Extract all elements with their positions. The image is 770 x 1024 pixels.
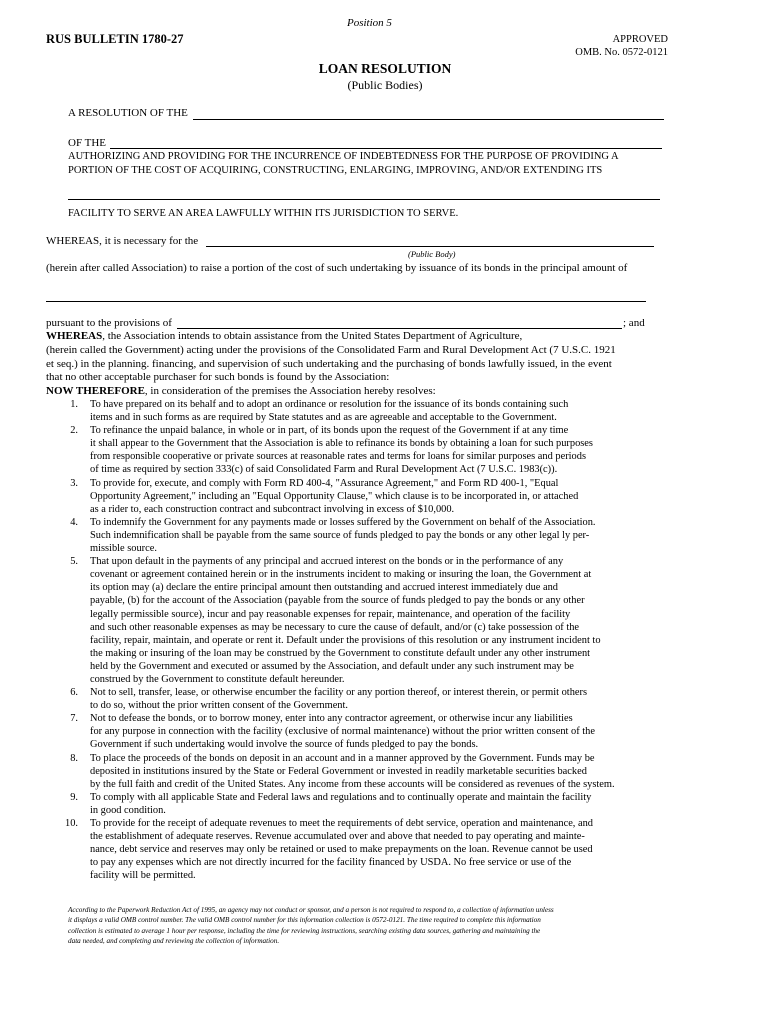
resolution-item [40, 791, 690, 817]
resolution-item [40, 516, 690, 555]
resolution-item [40, 555, 690, 686]
whereas-intro: WHEREAS, it is necessary for the [46, 235, 199, 247]
item-text-line: and such other reasonable expenses as may be necessary to cure the cause of default, and/or (c) take possession of the [90, 621, 580, 633]
item-number: 1. [70, 399, 78, 410]
item-text [90, 424, 690, 476]
item-text-line: held by the Government and executed or assumed by the Association, and default under any such instrument may be [90, 660, 574, 672]
resolution-item [40, 398, 690, 424]
item-text-line: items and in such forms as are required by State statutes and as are agreeable and acceptable to the Government. [90, 412, 557, 424]
position-label: Position 5 [347, 17, 392, 29]
whereas-assistance-line-4: that no other acceptable purchaser for such bonds is found by the Association: [46, 371, 390, 383]
resolution-of-label: A RESOLUTION OF THE [68, 107, 188, 119]
item-text-line: facility will be permitted. [90, 870, 196, 882]
item-number: 9. [70, 791, 78, 803]
item-number: 8. [70, 752, 78, 764]
resolution-item [40, 712, 690, 751]
item-number: 4. [70, 516, 78, 528]
item-number: 10. [65, 818, 78, 829]
omb-number: OMB. No. 0572-0121 [575, 47, 668, 58]
item-text-line: To provide for the receipt of adequate revenues to meet the requirements of debt service, operation and maintenance, and [90, 818, 594, 829]
paperwork-notice [68, 905, 688, 947]
item-number: 3. [70, 477, 78, 489]
paperwork-notice-line: According to the Paperwork Reduction Act of 1995, an agency may not conduct or sponsor, and a person is not required to respond to, a collection of information unless [68, 906, 554, 914]
item-text [90, 516, 690, 555]
item-text [90, 752, 690, 791]
document-subtitle: (Public Bodies) [347, 78, 423, 92]
now-therefore-bold: NOW THEREFORE [46, 385, 145, 397]
item-text [90, 686, 690, 712]
item-text-line: in good condition. [90, 804, 166, 816]
whereas-amount-text: (herein after called Association) to raise a portion of the cost of such undertaking by issuance of its bonds in the principal amount of [46, 262, 628, 274]
pursuant-label: pursuant to the provisions of [46, 317, 172, 329]
item-text-line: To place the proceeds of the bonds on deposit in an account and in a manner approved by the Government. Funds may be [90, 752, 595, 764]
item-text-line: for any purpose in connection with the facility (exclusive of normal maintenance) without the prior written consent of the [90, 726, 595, 738]
item-text-line: the making or insuring of the loan may be construed by the Government to constitute default under any other instrument [90, 647, 591, 659]
document-title: LOAN RESOLUTION [318, 61, 452, 76]
whereas-assistance-line-2: (herein called the Government) acting under the provisions of the Consolidated Farm and Rural Development Act (7 U.S.C. 1921 [46, 344, 616, 356]
item-text-line: Not to sell, transfer, lease, or otherwise encumber the facility or any portion thereof, or interest therein, or permit others [90, 687, 588, 699]
item-text [90, 817, 690, 882]
resolution-of-field[interactable] [193, 119, 664, 120]
of-the-field[interactable] [110, 148, 662, 149]
item-text-line: To provide for, execute, and comply with Form RD 400-4, "Assurance Agreement," and Form RD 400-1, "Equal [90, 477, 559, 489]
item-text-line: by the full faith and credit of the United States. Any income from these accounts will be considered as revenues of the system. [90, 778, 615, 790]
principal-amount-field[interactable] [46, 301, 646, 302]
item-text [90, 555, 690, 686]
bulletin-number: RUS BULLETIN 1780-27 [46, 32, 184, 46]
item-text-line: Such indemnification shall be payable from the same source of funds pledged to pay the bonds or any other legal ly per- [90, 529, 590, 541]
item-text-line: from responsible cooperative or private sources at reasonable rates and terms for loans for similar purposes and periods [90, 451, 586, 463]
resolution-item [40, 752, 690, 791]
item-number: 6. [70, 687, 78, 699]
of-the-label: OF THE [68, 137, 106, 149]
public-body-field[interactable] [206, 246, 654, 247]
item-text-line: legally permissible source), incur and pay reasonable expenses for repair, maintenance, and operation of the facility [90, 608, 571, 620]
item-text-line: Government if such undertaking would involve the source of funds pledged to pay the bonds. [90, 739, 479, 751]
item-number: 5. [70, 556, 78, 568]
paperwork-notice-line: collection is estimated to average 1 hour per response, including the time for reviewing instructions, searching existing data sources, gathering and maintaining the [68, 926, 541, 935]
item-text-line: To refinance the unpaid balance, in whole or in part, of its bonds upon the request of the Government if at any time [90, 425, 569, 437]
approved-label: APPROVED [612, 34, 668, 45]
item-text-line: the establishment of adequate reserves. Revenue accumulated over and above that needed to pay operating and mainte- [90, 831, 585, 843]
item-text [90, 398, 690, 424]
item-text-line: facility, repair, maintain, and operate or rent it. Default under the provisions of this resolution or any instrument incident to [90, 634, 601, 646]
authorizing-line-2: PORTION OF THE COST OF ACQUIRING, CONSTRUCTING, ENLARGING, IMPROVING, AND/OR EXTENDING ITS [68, 165, 603, 176]
whereas-assistance-line-3: et seq.) in the planning. financing, and supervision of such undertaking and the purchasing of bonds lawfully issued, in the event [46, 358, 612, 370]
item-text-line: To comply with all applicable State and Federal laws and regulations and to continually operate and maintain the facility [90, 791, 592, 803]
resolution-item [40, 477, 690, 516]
now-therefore-line: NOW THEREFORE, in consideration of the premises the Association hereby resolves: [46, 385, 436, 397]
item-text-line: To indemnify the Government for any payments made or losses suffered by the Government on behalf of the Association. [90, 516, 596, 528]
item-text-line: its option may (a) declare the entire principal amount then outstanding and accrued interest immediately due and [90, 582, 558, 594]
resolution-item [40, 817, 690, 882]
item-text-line: Opportunity Agreement," including an "Equal Opportunity Clause," which clause is to be incorporated in, or attached [90, 490, 579, 502]
item-text-line: construed by the Government to constitute default hereunder. [90, 673, 345, 685]
public-body-caption: (Public Body) [408, 249, 456, 259]
item-text-line: it shall appear to the Government that the Association is able to refinance its bonds by obtaining a loan for such purposes [90, 438, 593, 450]
item-text-line: deposited in institutions insured by the State or Federal Government or invested in readily marketable securities backed [90, 765, 587, 777]
pursuant-end: ; and [623, 317, 645, 329]
item-text-line: as a rider to, each construction contract and subcontract involving in excess of $10,000. [90, 503, 455, 515]
item-text [90, 477, 690, 516]
whereas-bold: WHEREAS [46, 330, 103, 342]
item-number: 7. [70, 713, 78, 725]
item-number: 2. [70, 425, 78, 437]
facility-line: FACILITY TO SERVE AN AREA LAWFULLY WITHIN ITS JURISDICTION TO SERVE. [68, 208, 459, 219]
resolution-item [40, 424, 690, 476]
item-text-line: To have prepared on its behalf and to adopt an ordinance or resolution for the issuance of its bonds containing such [90, 399, 569, 410]
item-text [90, 791, 690, 817]
resolution-item [40, 686, 690, 712]
extending-field[interactable] [68, 199, 660, 200]
item-text-line: to do so, without the prior written consent of the Government. [90, 700, 348, 712]
paperwork-notice-line: data needed, and completing and reviewing the collection of information. [68, 937, 280, 946]
resolution-items [40, 398, 690, 882]
provisions-field[interactable] [177, 328, 622, 329]
item-text-line: of time as required by section 333(c) of said Consolidated Farm and Rural Development Act (7 U.S.C. 1983(c)). [90, 464, 558, 476]
item-text-line: covenant or agreement contained herein or in the instruments incident to making or insuring the loan, the Government at [90, 569, 592, 581]
item-text [90, 712, 690, 751]
whereas-assistance-line-1: WHEREAS, the Association intends to obtain assistance from the United States Department of Agriculture, [46, 330, 523, 342]
item-text-line: Not to defease the bonds, or to borrow money, enter into any contractor agreement, or otherwise incur any liabilities [90, 713, 573, 725]
authorizing-line-1: AUTHORIZING AND PROVIDING FOR THE INCURRENCE OF INDEBTEDNESS FOR THE PURPOSE OF PROVIDING A [68, 151, 619, 162]
item-text-line: to pay any expenses which are not directly incurred for the facility financed by USDA. No free service or use of the [90, 857, 572, 869]
item-text-line: payable, (b) for the account of the Association (payable from the source of funds pledged to pay the bonds or any other [90, 595, 585, 607]
item-text-line: missible source. [90, 543, 157, 555]
item-text-line: That upon default in the payments of any principal and accrued interest on the bonds or in the performance of any [90, 556, 564, 568]
paperwork-notice-line: it displays a valid OMB control number. The valid OMB control number for this information collection is 0572-0121. The time required to complete this information [68, 916, 541, 925]
item-text-line: nance, debt service and reserves may only be retained or used to make prepayments on the loan. Revenue cannot be used [90, 844, 593, 856]
